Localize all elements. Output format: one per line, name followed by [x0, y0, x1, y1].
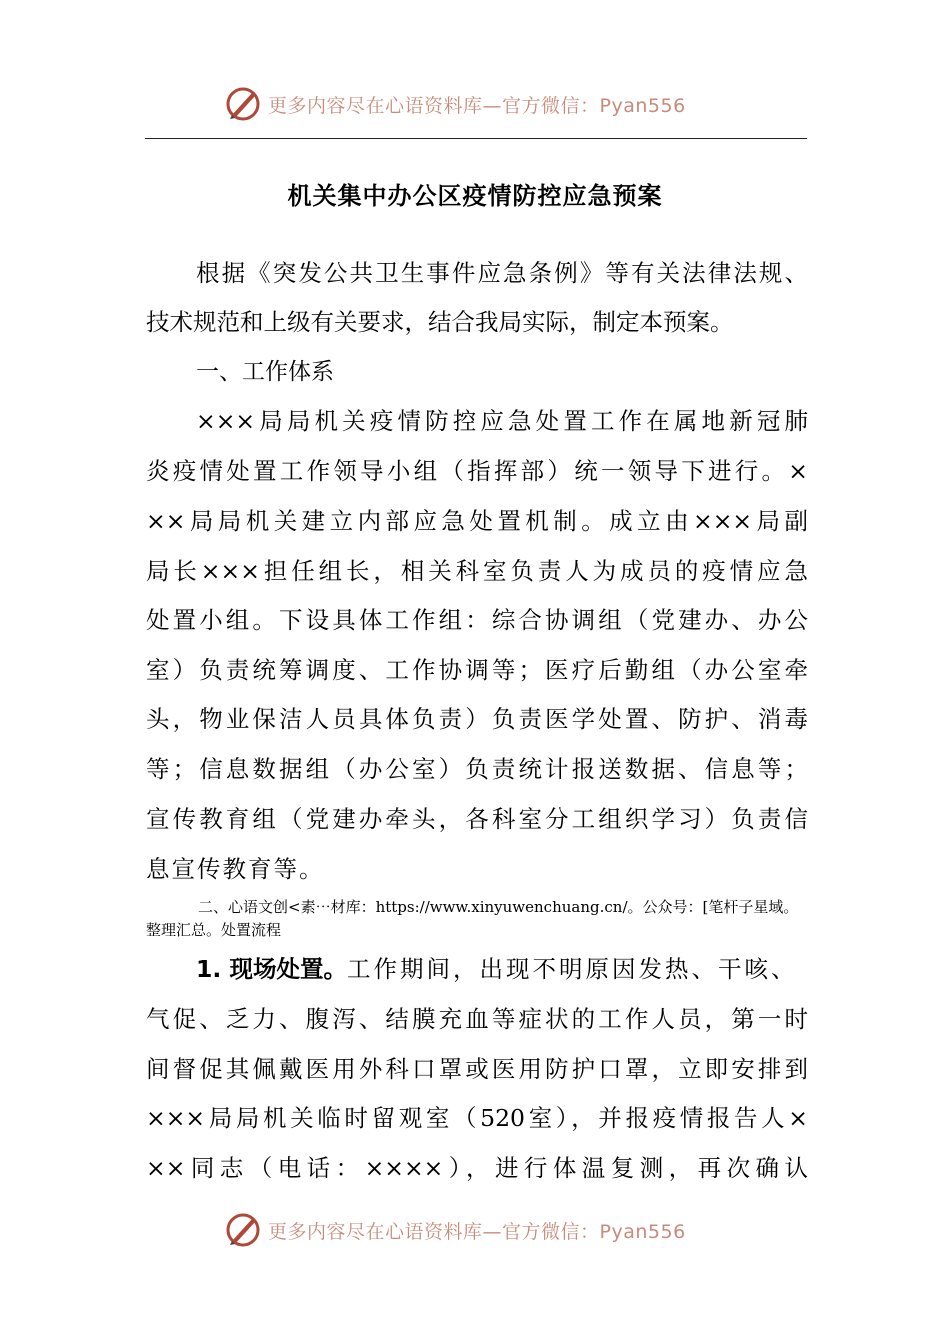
page-title: 机关集中办公区疫情防控应急预案 [287, 182, 663, 210]
small-note-line: 整理汇总。处置流程 [146, 921, 282, 939]
section-heading: 一、工作体系 [196, 359, 334, 385]
body-line: 气促、乏力、腹泻、结膜充血等症状的工作人员，第一时 [146, 1005, 808, 1033]
body-line: ×××局局机关疫情防控应急处置工作在属地新冠肺 [196, 407, 808, 435]
section-first-line [196, 950, 808, 988]
body-line: 等；信息数据组（办公室）负责统计报送数据、信息等； [146, 755, 808, 783]
body-line: 工作期间，出现不明原因发热、干咳、 [346, 955, 798, 983]
body-line: 根据《突发公共卫生事件应急条例》等有关法律法规、 [196, 259, 808, 287]
body-line: 炎疫情处置工作领导小组（指挥部）统一领导下进行。× [146, 457, 808, 485]
body-line: ××同志（电话：××××），进行体温复测，再次确认 [146, 1154, 808, 1182]
body-line: 头，物业保洁人员具体负责）负责医学处置、防护、消毒 [146, 705, 808, 733]
section-label: 1. 现场处置。 [196, 955, 347, 983]
small-note-line: 二、心语文创<素⋯材库：https://www.xinyuwenchuang.cn/。公众号：[笔杆子星域。 [198, 898, 799, 916]
body-line: ××局局机关建立内部应急处置机制。成立由×××局副 [146, 507, 808, 535]
footer-banner [224, 1210, 686, 1250]
banner-text: 更多内容尽在心语资料库—官方微信：Pyan556 [268, 94, 686, 117]
body-line: 间督促其佩戴医用外科口罩或医用防护口罩，立即安排到 [146, 1055, 808, 1083]
body-line: ×××局局机关临时留观室（520室），并报疫情报告人× [146, 1104, 808, 1132]
body-line: 技术规范和上级有关要求，结合我局实际，制定本预案。 [146, 308, 734, 336]
header-divider [145, 138, 807, 139]
body-line: 室）负责统筹调度、工作协调等；医疗后勤组（办公室牵 [146, 656, 808, 684]
body-line: 处置小组。下设具体工作组：综合协调组（党建办、办公 [146, 606, 808, 634]
body-line: 宣传教育组（党建办牵头，各科室分工组织学习）负责信 [146, 805, 808, 833]
pen-logo-icon [224, 85, 262, 123]
pen-logo-icon [224, 1211, 262, 1249]
banner-text: 更多内容尽在心语资料库—官方微信：Pyan556 [268, 1220, 686, 1243]
body-line: 局长×××担任组长，相关科室负责人为成员的疫情应急 [146, 557, 808, 585]
header-banner [224, 84, 686, 124]
body-line: 息宣传教育等。 [146, 855, 325, 883]
